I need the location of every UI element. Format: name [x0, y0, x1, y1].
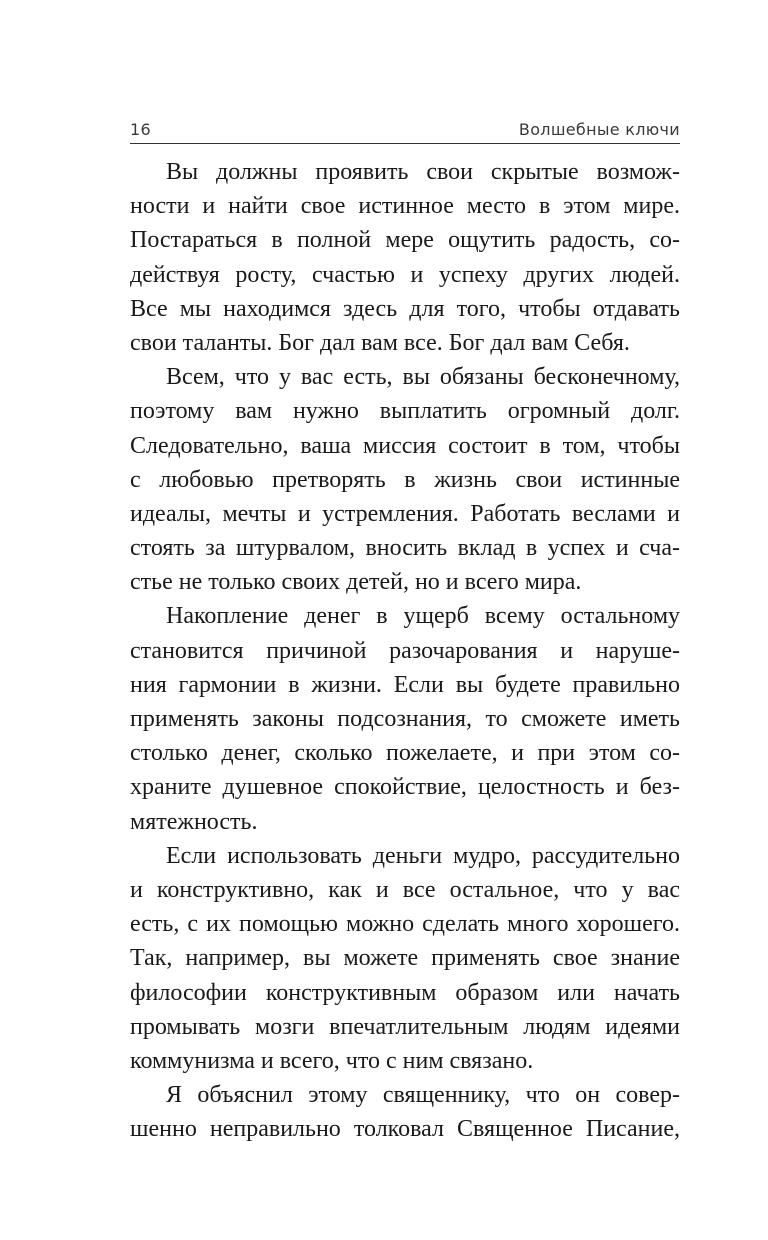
text-line: идеалы, мечты и устремления. Работать веслами и [130, 500, 680, 527]
header-rule [130, 143, 680, 144]
text-line: и конструктивно, как и все остальное, что у вас [130, 876, 680, 903]
text-line: поэтому вам нужно выплатить огромный долг. [130, 398, 680, 425]
body-text [130, 155, 680, 1146]
text-line: мятежность. [130, 808, 258, 835]
page-number: 16 [130, 120, 151, 139]
text-line: шенно неправильно толковал Священное Писание, [130, 1116, 680, 1143]
text-line: храните душевное спокойствие, целостность и без- [130, 774, 680, 801]
text-line: с любовью претворять в жизнь свои истинные [130, 466, 680, 493]
text-line: ния гармонии в жизни. Если вы будете правильно [130, 671, 680, 698]
text-line: Все мы находимся здесь для того, чтобы отдавать [130, 295, 680, 322]
text-line: стье не только своих детей, но и всего мира. [130, 569, 582, 596]
text-line: промывать мозги впечатлительным людям идеями [130, 1013, 680, 1040]
text-line: Всем, что у вас есть, вы обязаны бесконечному, [166, 364, 680, 391]
text-line: ности и найти свое истинное место в этом мире. [130, 193, 680, 220]
text-line: действуя росту, счастью и успеху других людей. [130, 261, 680, 288]
text-line: применять законы подсознания, то сможете иметь [130, 706, 680, 732]
text-line: столько денег, сколько пожелаете, и при этом со- [130, 740, 680, 767]
text-line: Следовательно, ваша миссия состоит в том, чтобы [130, 432, 680, 459]
text-line: Я объяснил этому священнику, что он совер- [166, 1082, 680, 1109]
running-title: Волшебные ключи [518, 120, 680, 139]
text-line: Если использовать деньги мудро, рассудительно [166, 842, 680, 869]
text-line: Так, например, вы можете применять свое знание [130, 945, 680, 972]
text-line: коммунизма и всего, что с ним связано. [130, 1047, 534, 1074]
text-line: есть, с их помощью можно сделать много хорошего. [130, 911, 680, 938]
text-line: Постараться в полной мере ощутить радость, со- [130, 227, 680, 254]
text-line: Накопление денег в ущерб всему остальному [166, 603, 680, 630]
running-head [130, 113, 680, 139]
text-line: стоять за штурвалом, вносить вклад в успех и сча- [130, 535, 680, 562]
text-line: Вы должны проявить свои скрытые возмож- [166, 159, 680, 185]
text-line: свои таланты. Бог дал вам все. Бог дал вам Себя. [130, 329, 630, 356]
text-line: становится причиной разочарования и наруше- [130, 637, 680, 664]
text-line: философии конструктивным образом или начать [130, 979, 680, 1006]
